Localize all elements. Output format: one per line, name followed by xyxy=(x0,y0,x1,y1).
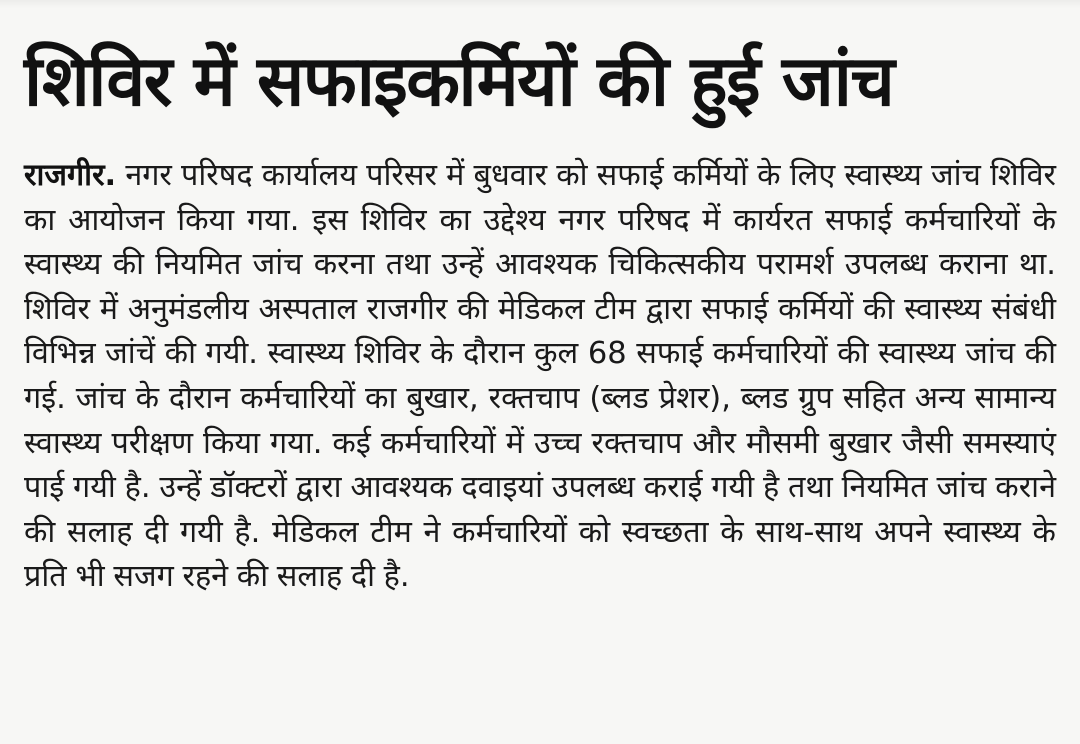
dateline: राजगीर. xyxy=(24,158,117,193)
top-edge-shade xyxy=(0,0,1080,8)
article-body xyxy=(24,154,1056,600)
article-body-text: नगर परिषद कार्यालय परिसर में बुधवार को सफाई कर्मियों के लिए स्वास्थ्य जांच शिविर का आयोजन किया गया. इस शिविर का उद्देश्य नगर परिषद में कार्यरत सफाई कर्मचारियों के स्वास्थ्य की नियमित जांच करना तथा उन्हें आवश्यक चिकित्सकीय परामर्श उपलब्ध कराना था. शिविर में अनुमंडलीय अस्पताल राजगीर की मेडिकल टीम द्वारा सफाई कर्मियों की स्वास्थ्य संबंधी विभिन्न जांचें की गयी. स्वास्थ्य शिविर के दौरान कुल 68 सफाई कर्मचारियों की स्वास्थ्य जांच की गई. जांच के दौरान कर्मचारियों का बुखार, रक्तचाप (ब्लड प्रेशर), ब्लड ग्रुप सहित अन्य सामान्य स्वास्थ्य परीक्षण किया गया. कई कर्मचारियों में उच्च रक्तचाप और मौसमी बुखार जैसी समस्याएं पाई गयी है. उन्हें डॉक्टरों द्वारा आवश्यक दवाइयां उपलब्ध कराई गयी है तथा नियमित जांच कराने की सलाह दी गयी है. मेडिकल टीम ने कर्मचारियों को स्वच्छता के साथ-साथ अपने स्वास्थ्य के प्रति भी सजग रहने की सलाह दी है. xyxy=(24,158,1057,595)
headline: शिविर में सफाइकर्मियों की हुई जांच xyxy=(24,40,894,122)
